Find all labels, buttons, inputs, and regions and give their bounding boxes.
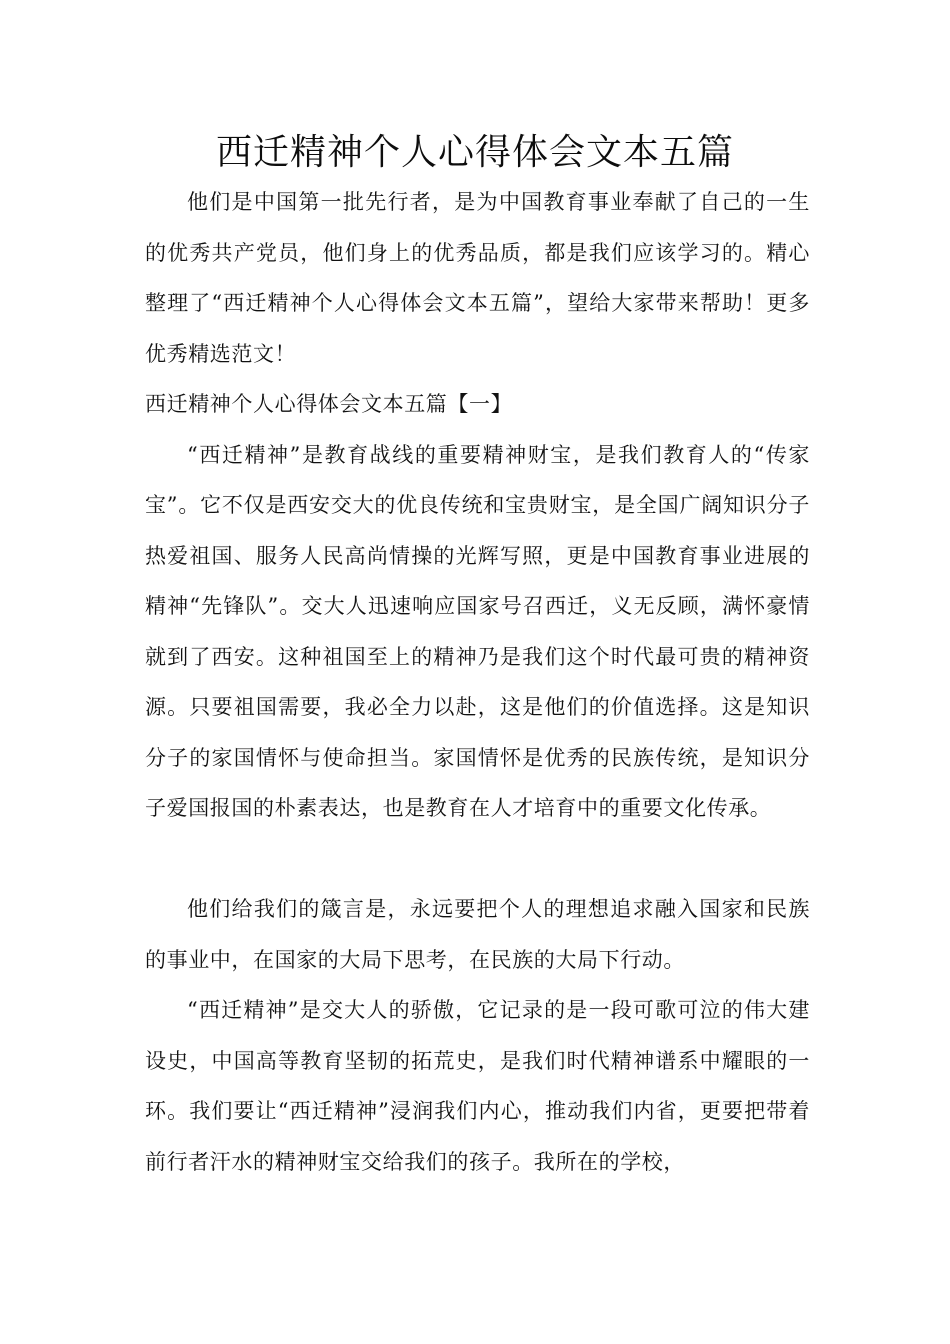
- document-body: [145, 177, 810, 1187]
- body-paragraph: 他们给我们的箴言是，永远要把个人的理想追求融入国家和民族的事业中，在国家的大局下思考，在民族的大局下行动。: [145, 897, 810, 972]
- document-title: 西迁精神个人心得体会文本五篇: [215, 132, 734, 173]
- paragraph-spacer: [145, 834, 810, 885]
- body-paragraph: “西迁精神”是教育战线的重要精神财宝，是我们教育人的“传家宝”。它不仅是西安交大的优良传统和宝贵财宝，是全国广阔知识分子热爱祖国、服务人民高尚情操的光辉写照，更是中国教育事业进展的精神“先锋队”。交大人迅速响应国家号召西迁，义无反顾，满怀豪情就到了西安。这种祖国至上的精神乃是我们这个时代最可贵的精神资源。只要祖国需要，我必全力以赴，这是他们的价值选择。这是知识分子的家国情怀与使命担当。家国情怀是优秀的民族传统，是知识分子爱国报国的朴素表达，也是教育在人才培育中的重要文化传承。: [145, 442, 810, 820]
- section-heading: 西迁精神个人心得体会文本五篇【一】: [145, 392, 513, 416]
- body-paragraph: “西迁精神”是交大人的骄傲，它记录的是一段可歌可泣的伟大建设史，中国高等教育坚韧的拓荒史，是我们时代精神谱系中耀眼的一环。我们要让“西迁精神”浸润我们内心，推动我们内省，更要把带着前行者汗水的精神财宝交给我们的孩子。我所在的学校，: [145, 998, 810, 1174]
- intro-paragraph: 他们是中国第一批先行者，是为中国教育事业奉献了自己的一生的优秀共产党员，他们身上的优秀品质，都是我们应该学习的。精心整理了“西迁精神个人心得体会文本五篇”，望给大家带来帮助！更多优秀精选范文！: [145, 190, 810, 366]
